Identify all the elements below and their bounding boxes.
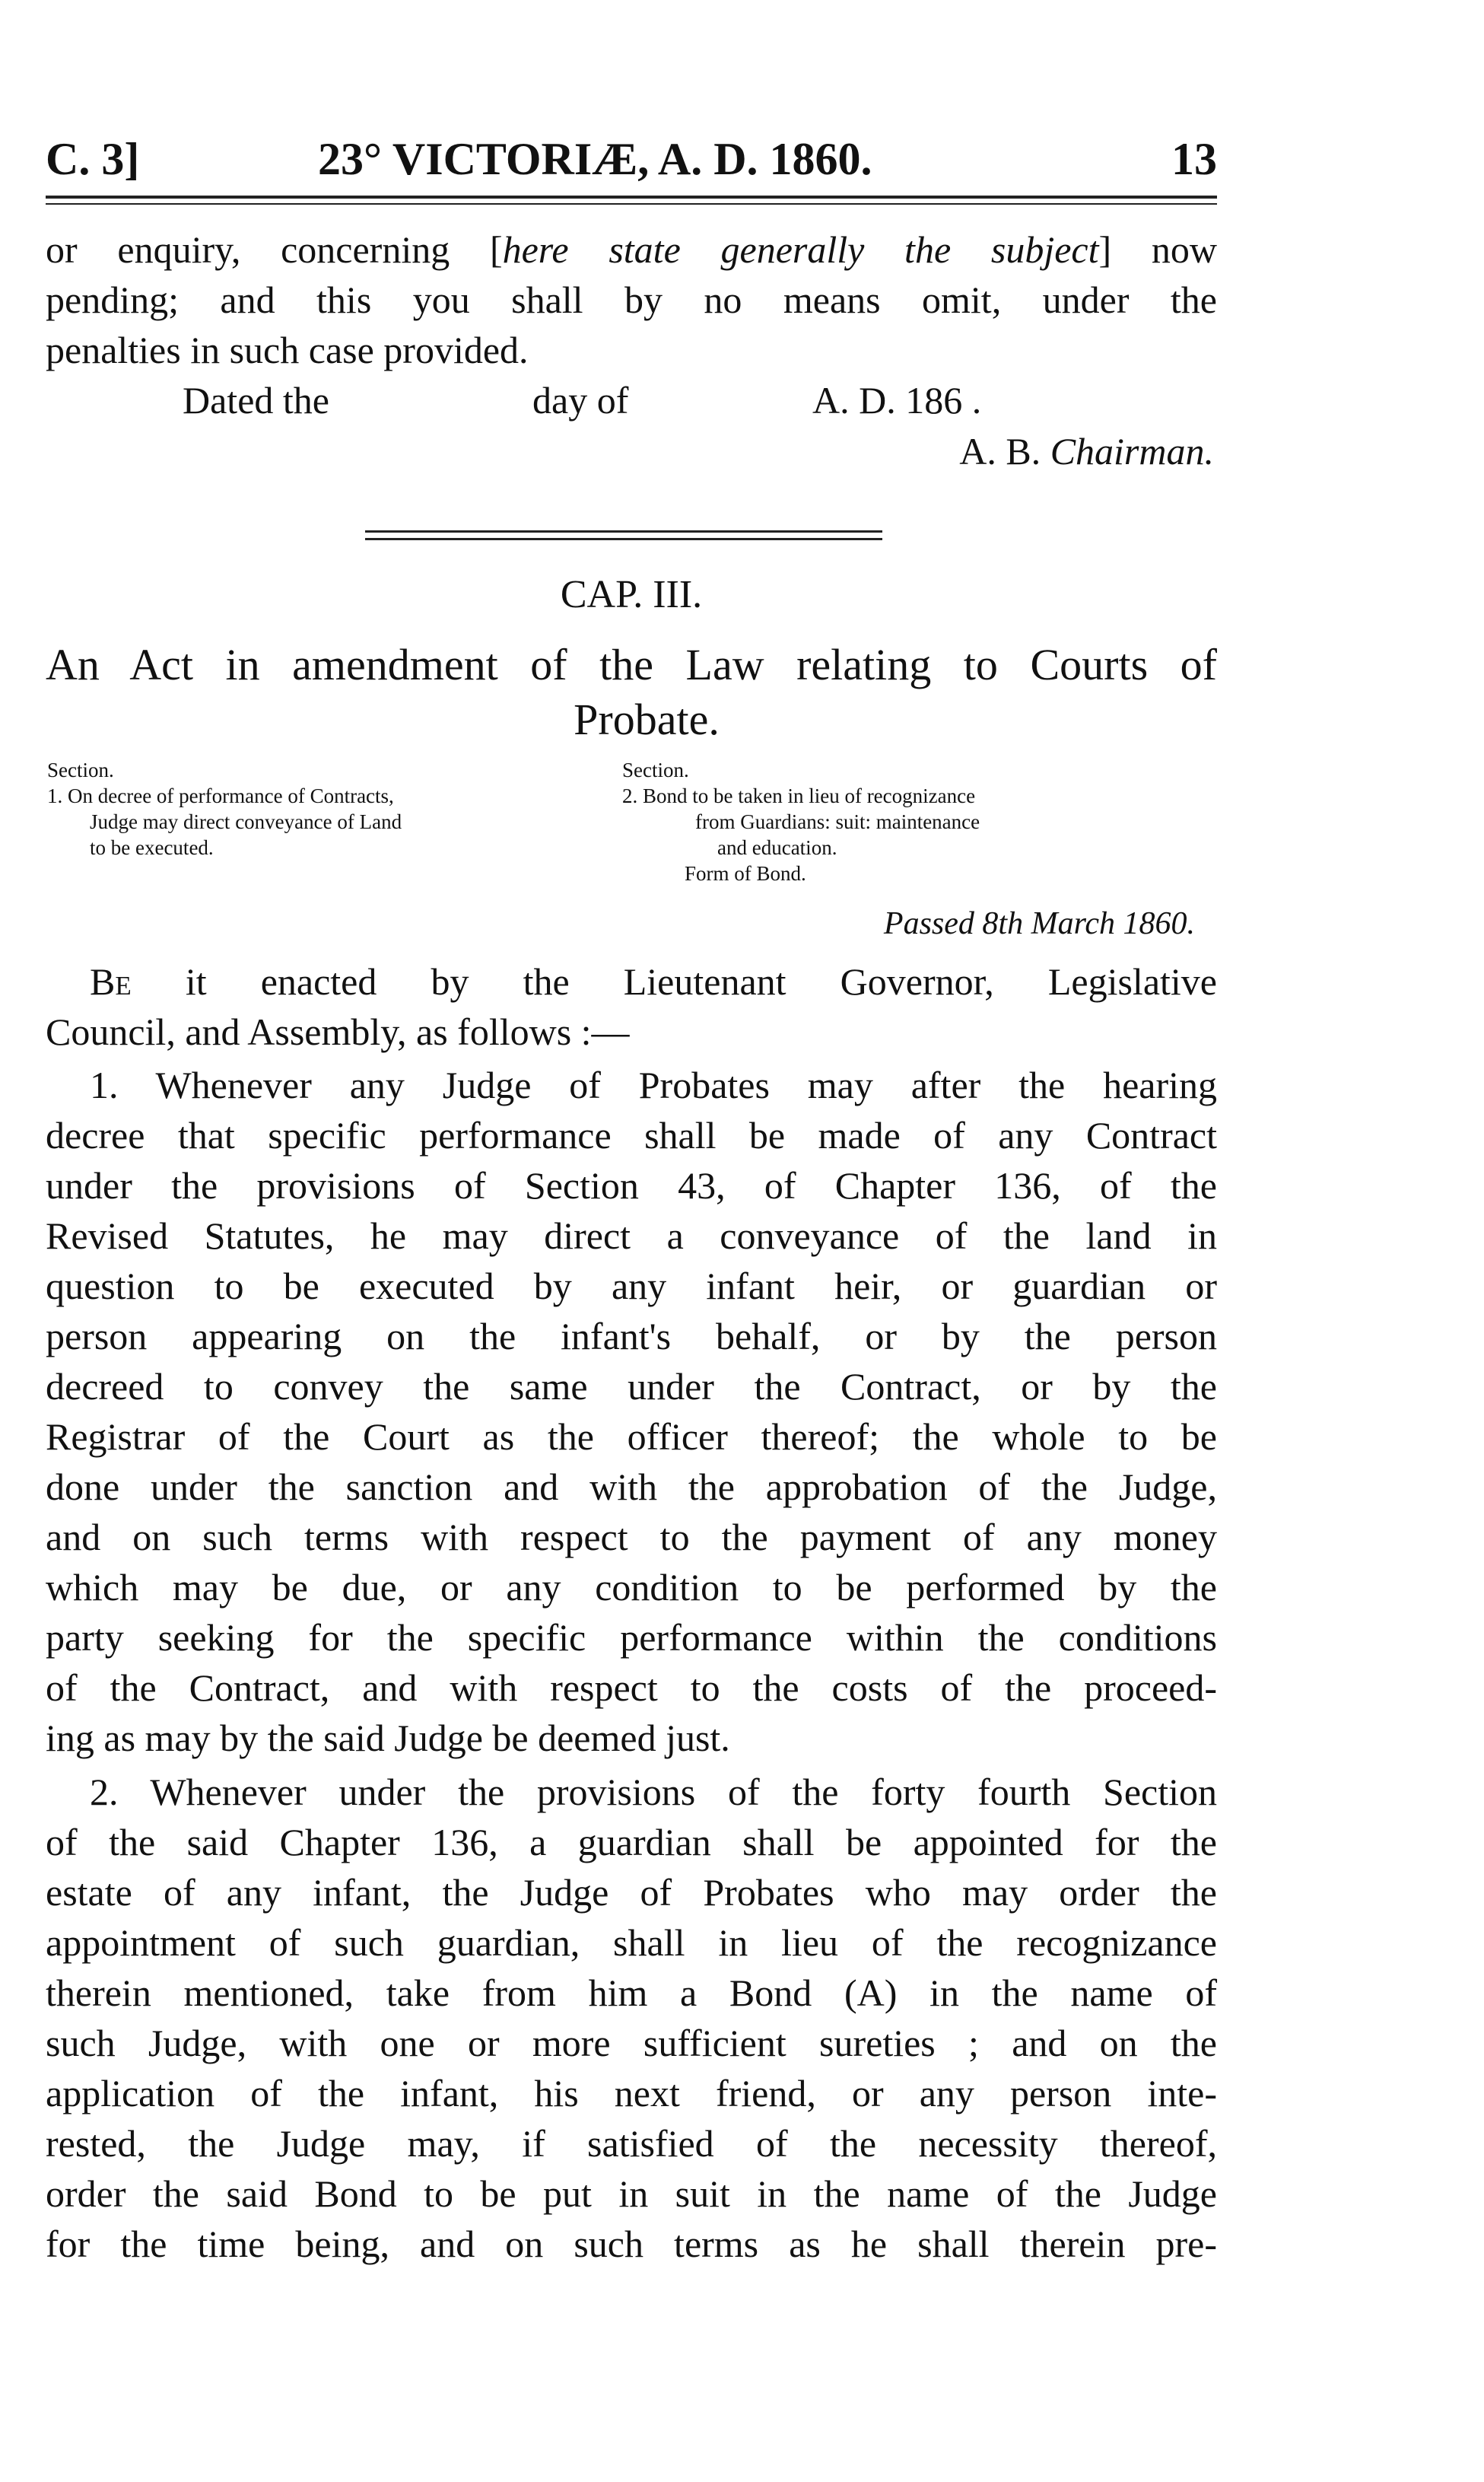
text-line: such Judge, with one or more sufficient sureties ; and on the — [46, 2022, 1217, 2064]
text-line: estate of any infant, the Judge of Probates who may order the — [46, 1871, 1217, 1914]
margin-label: Section. — [47, 759, 114, 781]
section-2 — [46, 1767, 1217, 2269]
form-text — [46, 224, 1217, 375]
text-line: done under the sanction and with the approbation of the Judge, — [46, 1465, 1217, 1508]
page-number: 13 — [1171, 134, 1217, 184]
section-rule-bottom — [365, 538, 882, 540]
text-line: penalties in such case provided. — [46, 329, 529, 371]
text-line: under the provisions of Section 43, of Chapter 136, of the — [46, 1164, 1217, 1207]
text-line: question to be executed by any infant heir, or guardian or — [46, 1265, 1217, 1307]
text-line: of the Contract, and with respect to the costs of the proceed- — [46, 1666, 1217, 1709]
text-line: which may be due, or any condition to be performed by the — [46, 1566, 1217, 1609]
text-line: decree that specific performance shall be made of any Contract — [46, 1114, 1217, 1157]
enacting-clause — [46, 956, 1217, 1057]
title-line: Probate. — [574, 695, 720, 744]
text-line: 1. Whenever any Judge of Probates may after the hearing — [90, 1064, 1217, 1106]
margin-item-cont: Judge may direct conveyance of Land — [90, 810, 402, 833]
margin-notes-left — [47, 757, 625, 861]
signature-name: A. B. — [959, 430, 1041, 473]
text-line: Council, and Assembly, as follows :— — [46, 1010, 630, 1053]
text-line: application of the infant, his next friend, or any person inte- — [46, 2072, 1217, 2114]
text-line: rested, the Judge may, if satisfied of the necessity thereof, — [46, 2122, 1217, 2165]
dated-the: Dated the — [183, 379, 329, 422]
chapter-title — [46, 638, 1217, 747]
text-line: person appearing on the infant's behalf, or by the person — [46, 1315, 1217, 1357]
title-line: An Act in amendment of the Law relating to Courts of — [46, 640, 1217, 689]
section-1 — [46, 1060, 1217, 1763]
dated-line — [0, 375, 1484, 428]
margin-label: Section. — [622, 759, 689, 781]
text-line: order the said Bond to be put in suit in the name of the Judge — [46, 2172, 1217, 2215]
text-line: decreed to convey the same under the Contract, or by the — [46, 1365, 1217, 1408]
text-line: of the said Chapter 136, a guardian shall be appointed for the — [46, 1821, 1217, 1863]
passed-date: Passed 8th March 1860. — [883, 906, 1195, 941]
margin-item-cont: to be executed. — [90, 836, 214, 859]
margin-item-cont: and education. — [717, 836, 837, 859]
signature-title: Chairman. — [1050, 430, 1214, 473]
text-line: Be it enacted by the Lieutenant Governor, Legislative — [90, 960, 1217, 1003]
text-line: for the time being, and on such terms as he shall therein pre- — [46, 2223, 1217, 2265]
text-line: Revised Statutes, he may direct a conveyance of the land in — [46, 1214, 1217, 1257]
text-line: and on such terms with respect to the payment of any money — [46, 1516, 1217, 1558]
header-title: 23° VICTORIÆ, A. D. 1860. — [318, 134, 872, 184]
section-rule-top — [365, 530, 882, 533]
text-line: party seeking for the specific performance within the conditions — [46, 1616, 1217, 1659]
running-header — [46, 114, 1217, 183]
text-line: or enquiry, concerning [here state generally the subject] now — [46, 228, 1217, 271]
day-of: day of — [532, 379, 629, 422]
chapter-ref: C. 3] — [46, 134, 140, 184]
margin-item: 2. Bond to be taken in lieu of recognizance — [622, 784, 976, 807]
text-line: 2. Whenever under the provisions of the forty fourth Section — [90, 1771, 1217, 1813]
margin-item-cont: from Guardians: suit: maintenance — [695, 810, 980, 833]
header-rule-thin — [46, 203, 1217, 205]
text-line: pending; and this you shall by no means omit, under the — [46, 278, 1217, 321]
text-line: appointment of such guardian, shall in lieu of the recognizance — [46, 1921, 1217, 1964]
text-line: ing as may by the said Judge be deemed just. — [46, 1717, 730, 1759]
margin-item: Form of Bond. — [685, 862, 806, 885]
text-line: Registrar of the Court as the officer thereof; the whole to be — [46, 1415, 1217, 1458]
margin-notes-right — [622, 757, 1223, 886]
chapter-heading: CAP. III. — [560, 573, 703, 616]
header-rule — [46, 196, 1217, 199]
margin-item: 1. On decree of performance of Contracts, — [47, 784, 394, 807]
signature — [959, 426, 1214, 476]
year-blank: A. D. 186 . — [812, 379, 982, 422]
text-line: therein mentioned, take from him a Bond (A) in the name of — [46, 1971, 1217, 2014]
